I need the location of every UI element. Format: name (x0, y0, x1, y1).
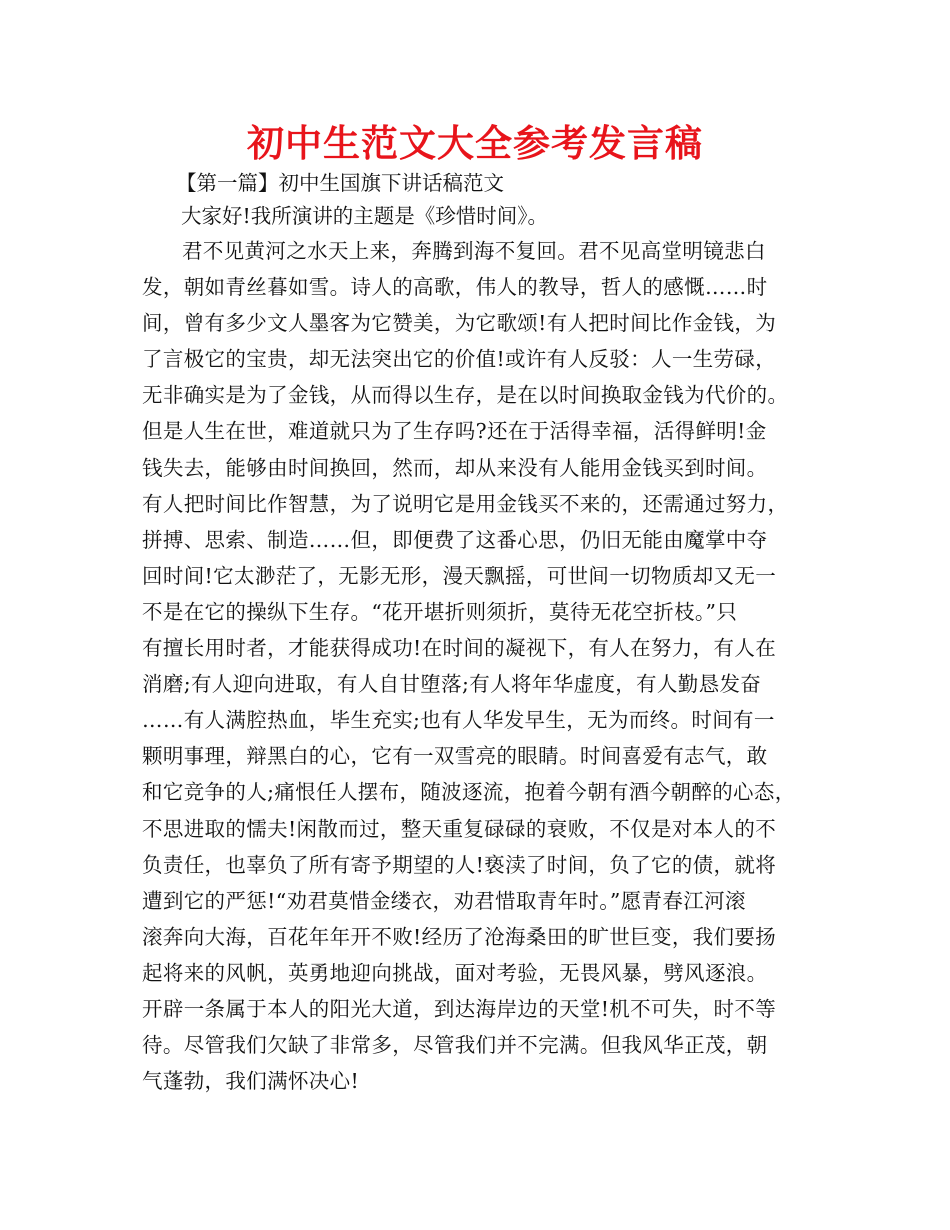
body-line: 回时间!它太渺茫了，无影无形，漫天飘摇，可世间一切物质却又无一 (142, 563, 777, 588)
body-line: 起将来的风帆，英勇地迎向挑战，面对考验，无畏风暴，劈风逐浪。 (142, 960, 768, 985)
body-line: 气蓬勃，我们满怀决心! (142, 1069, 360, 1094)
document-title: 初中生范文大全参考发言稿 (247, 121, 703, 165)
body-line: 钱失去，能够由时间换回，然而，却从来没有人能用金钱买到时间。 (142, 455, 768, 480)
body-line: 滚奔向大海，百花年年开不败!经历了沧海桑田的旷世巨变，我们要扬 (142, 924, 777, 949)
body-line: 君不见黄河之水天上来，奔腾到海不复回。君不见高堂明镜悲白 (182, 239, 766, 263)
body-line: 间，曾有多少文人墨客为它赞美，为它歌颂!有人把时间比作金钱，为 (142, 311, 777, 336)
greeting-paragraph: 大家好!我所演讲的主题是《珍惜时间》。 (181, 204, 548, 228)
body-line: 颗明事理，辩黑白的心，它有一双雪亮的眼睛。时间喜爱有志气，敢 (142, 744, 768, 769)
body-line: 遭到它的严惩!“劝君莫惜金缕衣，劝君惜取青年时。”愿青春江河滚 (142, 888, 746, 913)
body-line: ……有人满腔热血，毕生充实;也有人华发早生，无为而终。时间有一 (142, 708, 775, 733)
body-line: 有擅长用时者，才能获得成功!在时间的凝视下，有人在努力，有人在 (142, 636, 777, 661)
speech-body (142, 233, 832, 1099)
body-line: 负责任，也辜负了所有寄予期望的人!亵渎了时间，负了它的债，就将 (142, 852, 777, 877)
body-line: 开辟一条属于本人的阳光大道，到达海岸边的天堂!机不可失，时不等 (142, 996, 777, 1021)
body-line: 待。尽管我们欠缺了非常多，尽管我们并不完满。但我风华正茂，朝 (142, 1033, 768, 1058)
section-heading: 【第一篇】初中生国旗下讲话稿范文 (176, 171, 504, 195)
body-line: 和它竞争的人;痛恨任人摆布，随波逐流，抱着今朝有酒今朝醉的心态， (142, 780, 796, 805)
body-line: 拼搏、思索、制造……但，即便费了这番心思，仍旧无能由魔掌中夺 (142, 527, 768, 552)
body-line: 但是人生在世，难道就只为了生存吗?还在于活得幸福，活得鲜明!金 (142, 419, 767, 444)
body-line: 无非确实是为了金钱，从而得以生存，是在以时间换取金钱为代价的。 (142, 383, 789, 408)
body-line: 发，朝如青丝暮如雪。诗人的高歌，伟人的教导，哲人的感慨……时 (142, 275, 768, 300)
body-line: 不思进取的懦夫!闲散而过，整天重复碌碌的衰败，不仅是对本人的不 (142, 816, 777, 841)
body-line: 了言极它的宝贵，却无法突出它的价值!或许有人反驳：人一生劳碌， (142, 347, 777, 372)
body-line: 不是在它的操纵下生存。“花开堪折则须折，莫待无花空折枝。”只 (142, 599, 738, 624)
body-line: 消磨;有人迎向进取，有人自甘堕落;有人将年华虚度，有人勤恳发奋 (142, 672, 762, 697)
body-line: 有人把时间比作智慧，为了说明它是用金钱买不来的，还需通过努力， (142, 491, 789, 516)
